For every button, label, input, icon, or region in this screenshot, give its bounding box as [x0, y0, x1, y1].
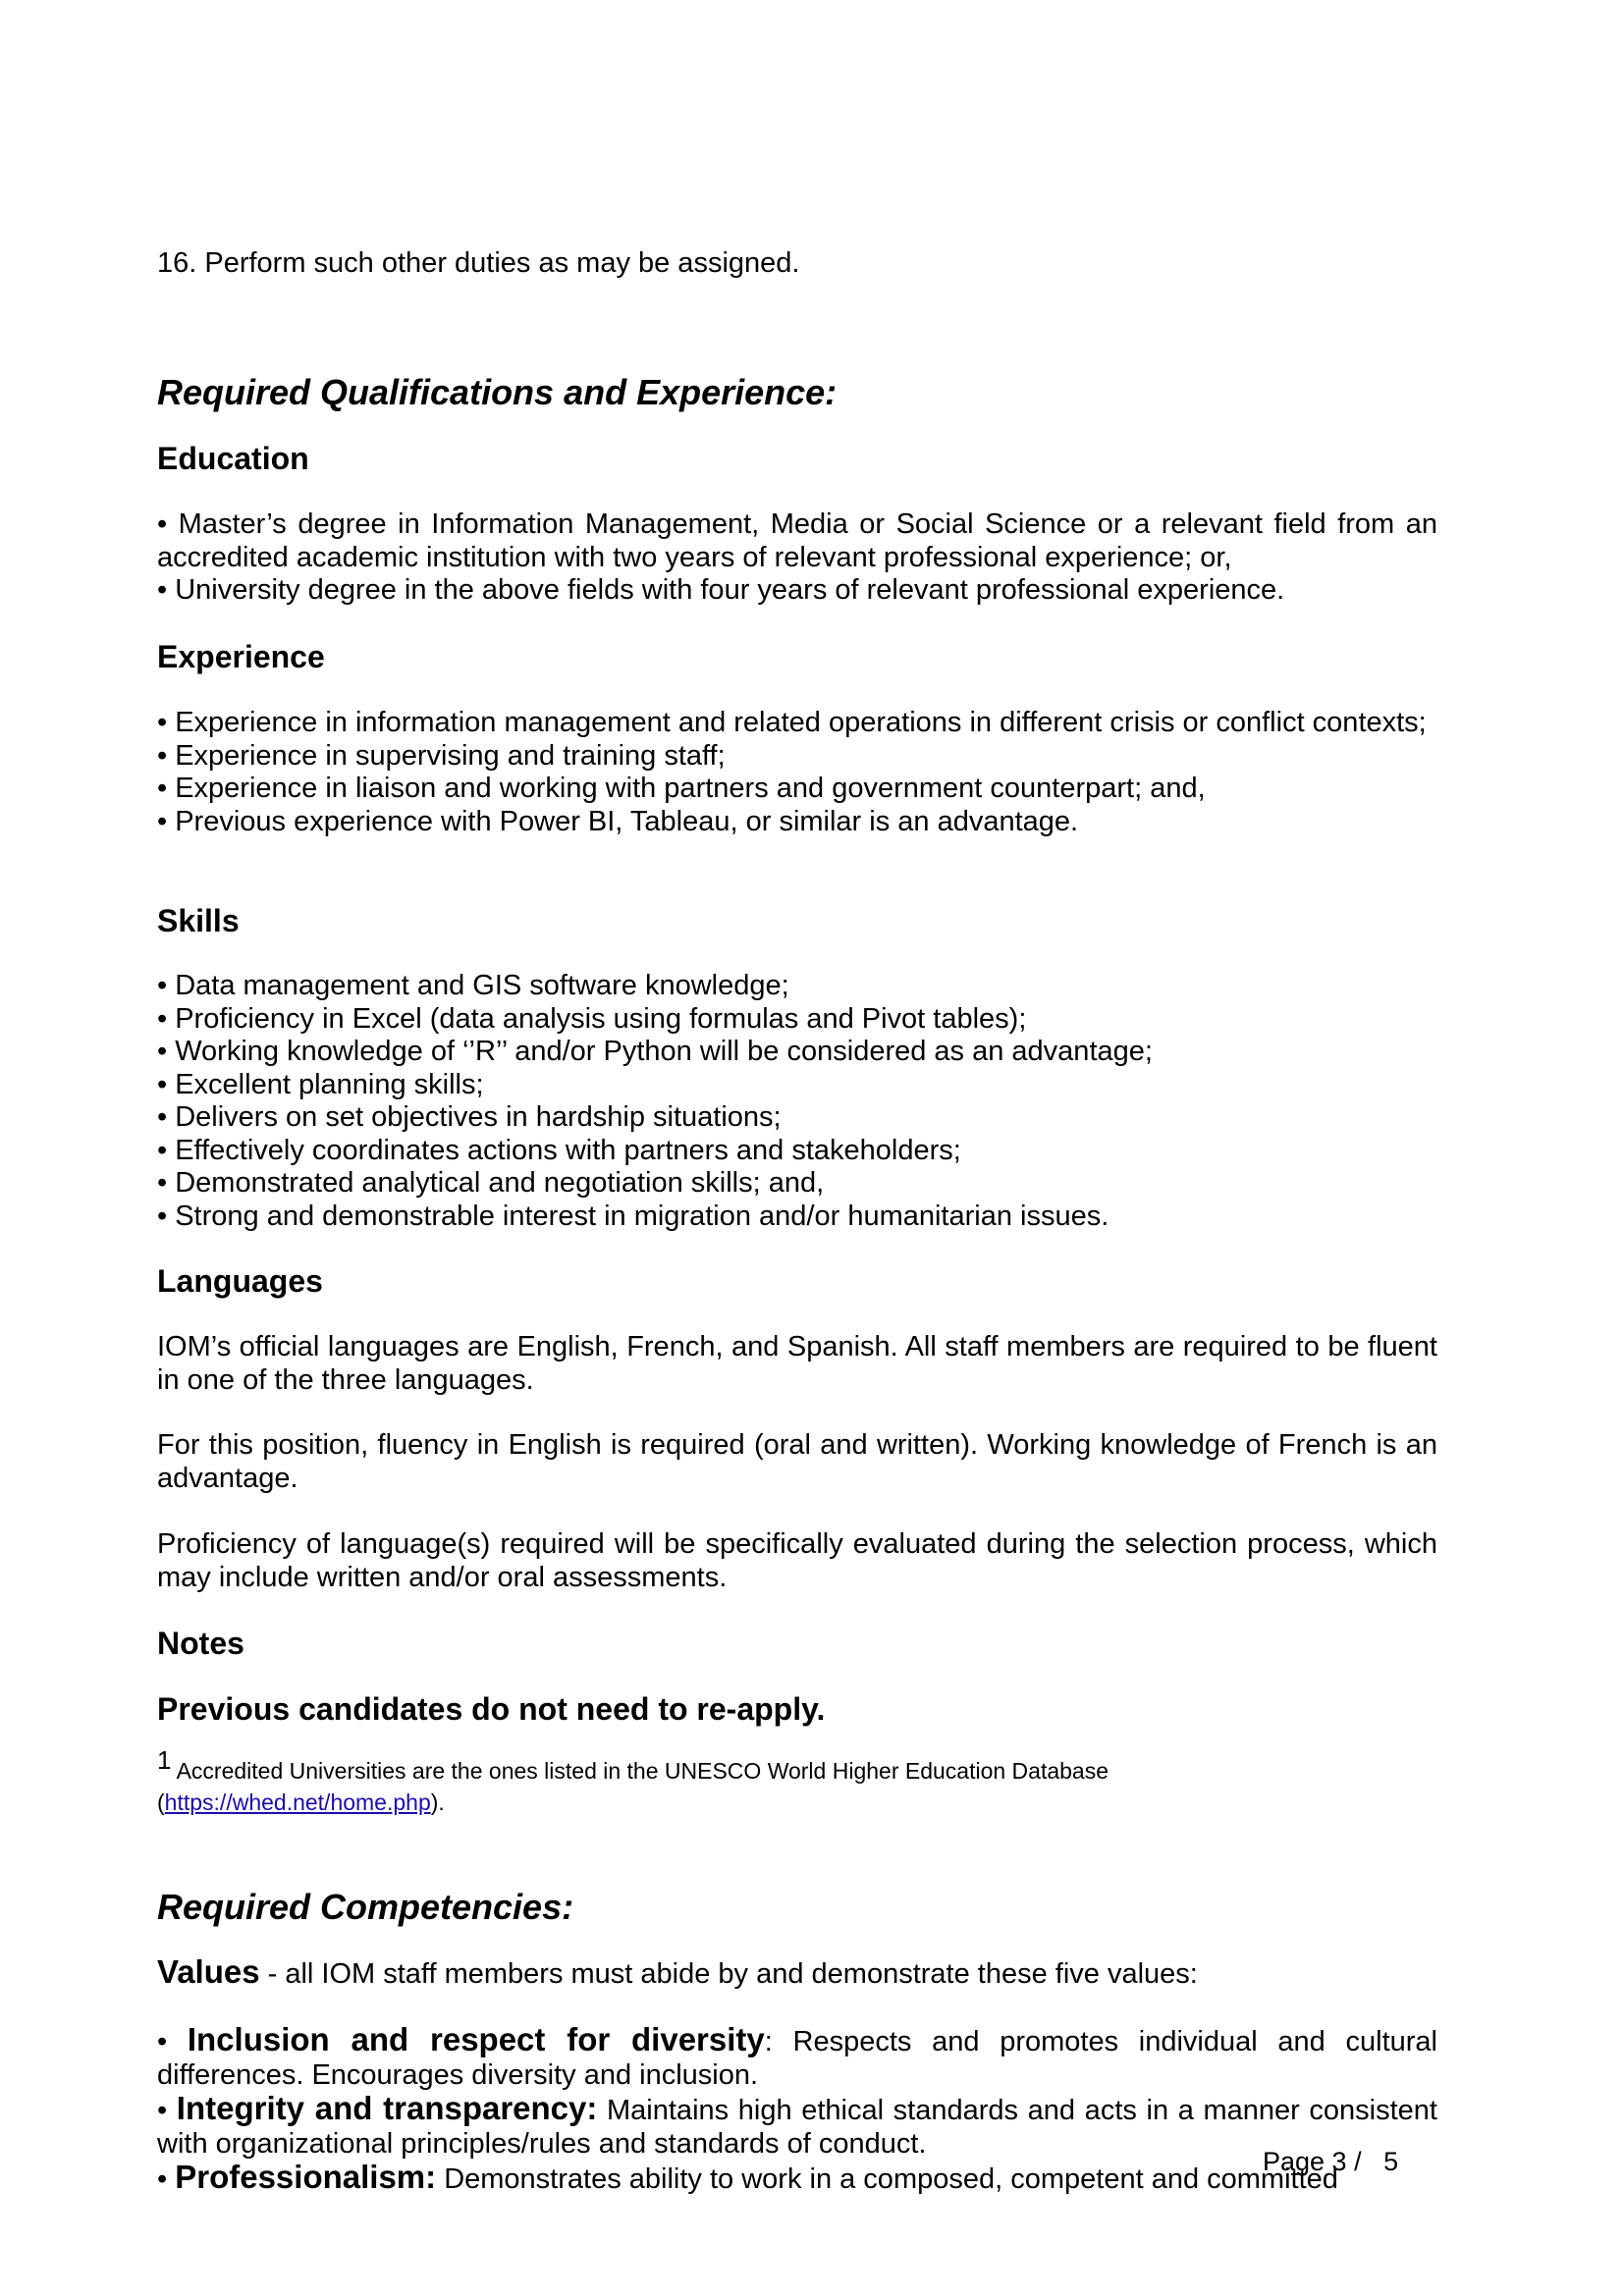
value-bullet: • — [157, 2026, 188, 2057]
education-item: • University degree in the above fields with four years of relevant professional experience. — [157, 574, 1285, 606]
value-text: Maintains high ethical standards and acts in a manner consistent with organizational principles/rules and standards of conduct. — [157, 2095, 1437, 2160]
skills-item: • Data management and GIS software knowledge; — [157, 970, 789, 1001]
skills-item: • Effectively coordinates actions with partners and stakeholders; — [157, 1134, 961, 1166]
skills-item: • Working knowledge of ‘’R’’ and/or Python will be considered as an advantage; — [157, 1036, 1153, 1067]
value-item — [157, 2092, 1437, 2161]
values-list — [157, 2023, 1437, 2197]
value-term: Inclusion and respect for diversity — [187, 2021, 765, 2057]
skills-item: • Proficiency in Excel (data analysis using formulas and Pivot tables); — [157, 1002, 1027, 1035]
value-term: Professionalism: — [175, 2159, 437, 2195]
duty-item-16: 16. Perform such other duties as may be assigned. — [157, 247, 800, 279]
languages-heading: Languages — [157, 1263, 323, 1299]
experience-item: • Experience in information management and related operations in different crisis or conflict contexts; — [157, 707, 1427, 738]
value-bullet: • — [157, 2163, 176, 2195]
languages-paragraph: IOM’s official languages are English, French, and Spanish. All staff members are required to be fluent in one of the three languages. — [157, 1331, 1437, 1396]
qualifications-heading: Required Qualifications and Experience: — [157, 372, 838, 412]
value-term: Integrity and transparency: — [176, 2090, 598, 2126]
skills-item: • Strong and demonstrable interest in migration and/or humanitarian issues. — [157, 1200, 1109, 1232]
education-heading: Education — [157, 441, 309, 476]
languages-paragraph: For this position, fluency in English is required (oral and written). Working knowledge of French is an advantage. — [157, 1429, 1437, 1494]
footnote — [157, 1745, 1437, 1818]
skills-item: • Excellent planning skills; — [157, 1068, 484, 1100]
footnote-text: Accredited Universities are the ones listed in the UNESCO World Higher Education Database — [176, 1758, 1109, 1784]
footnote-paren-close: ). — [430, 1789, 445, 1815]
competencies-heading: Required Competencies: — [157, 1887, 574, 1927]
experience-list — [157, 707, 1437, 838]
notes-heading: Notes — [157, 1626, 244, 1661]
skills-list — [157, 970, 1437, 1233]
experience-item: • Previous experience with Power BI, Tableau, or similar is an advantage. — [157, 805, 1079, 837]
values-intro — [157, 1955, 1437, 1992]
skills-heading: Skills — [157, 903, 240, 938]
experience-item: • Experience in supervising and training staff; — [157, 739, 726, 772]
footnote-paren-open: ( — [157, 1789, 165, 1815]
value-item — [157, 2161, 1437, 2197]
values-lead: Values — [157, 1953, 260, 1990]
value-text: : Respects and promotes individual and cultural differences. Encourages diversity and inclusion. — [157, 2026, 1437, 2091]
skills-item: • Demonstrated analytical and negotiation skills; and, — [157, 1167, 825, 1199]
experience-heading: Experience — [157, 639, 325, 674]
value-text: Demonstrates ability to work in a composed, competent and committed — [436, 2163, 1338, 2195]
value-item — [157, 2023, 1437, 2092]
footnote-marker: 1 — [157, 1745, 172, 1775]
education-list — [157, 508, 1437, 608]
education-item: • Master’s degree in Information Management, Media or Social Science or a relevant field from an accredited academic institution with two years of relevant professional experience; or, — [157, 508, 1437, 573]
whed-link[interactable]: https://whed.net/home.php — [164, 1789, 431, 1815]
values-intro-text: - all IOM staff members must abide by and demonstrate these five values: — [259, 1958, 1198, 1990]
skills-item: • Delivers on set objectives in hardship situations; — [157, 1101, 782, 1133]
experience-item: • Experience in liaison and working with partners and government counterpart; and, — [157, 773, 1206, 804]
value-bullet: • — [157, 2095, 177, 2126]
languages-paragraph: Proficiency of language(s) required will be specifically evaluated during the selection process, which may include written and/or oral assessments. — [157, 1528, 1437, 1593]
page-number: Page 3 / 5 — [1263, 2147, 1399, 2176]
notes-emphasis: Previous candidates do not need to re-apply. — [157, 1691, 826, 1727]
